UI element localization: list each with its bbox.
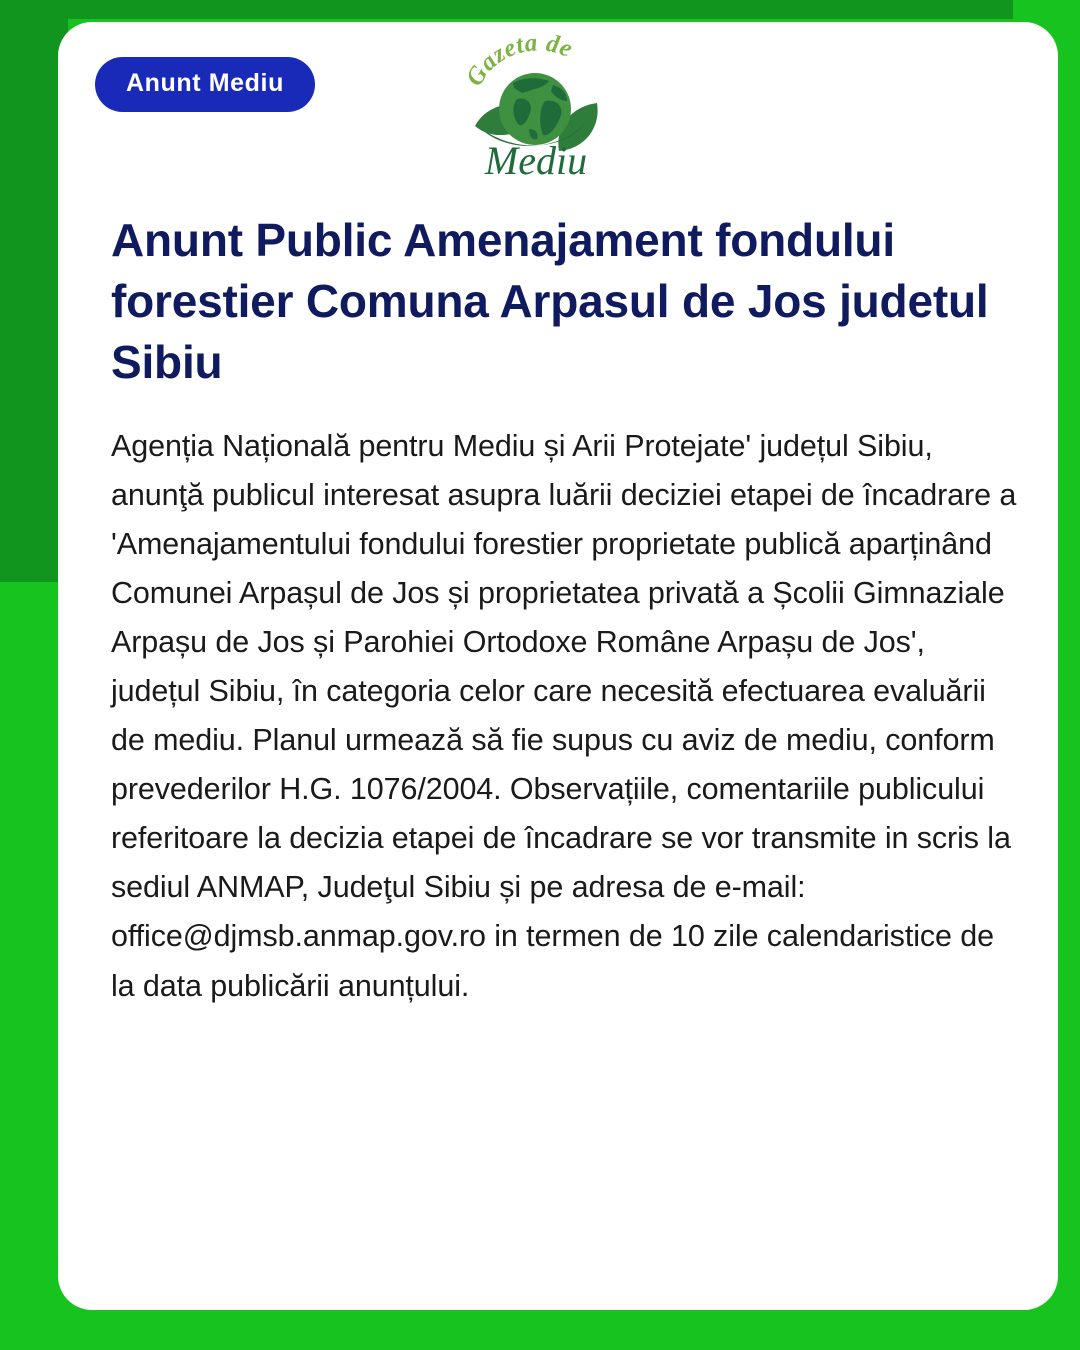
svg-text:Mediu: Mediu (484, 138, 588, 179)
announcement-body: Agenția Națională pentru Mediu și Arii Protejate' județul Sibiu, anunţă publicul interesat asupra luării deciziei etapei de încadrare a 'Amenajamentului fondului forestier proprietate publică aparținând Comunei Arpașul de Jos și proprietatea privată a Școlii Gimnaziale Arpașu de Jos și Parohiei Ortodoxe Române Arpașu de Jos', județul Sibiu, în categoria celor care necesită efectuarea evaluării de mediu. Planul urmează să fie supus cu aviz de mediu, conform prevederilor H.G. 1076/2004. Observațiile, comentariile publicului referitoare la decizia etapei de încadrare se vor transmite in scris la sediul ANMAP, Judeţul Sibiu și pe adresa de e-mail: office@djmsb.anmap.gov.ro in termen de 10 zile calendaristice de la data publicării anunțului. (111, 428, 1017, 1003)
category-badge[interactable]: Anunt Mediu (95, 57, 315, 112)
page-title: Anunt Public Amenajament fondului forestier Comuna Arpasul de Jos judetul Sibiu (111, 214, 989, 389)
gazeta-de-mediu-logo (461, 31, 611, 179)
card-header (58, 22, 1058, 180)
background-accent-top (0, 0, 1013, 19)
announcement-card (58, 22, 1058, 1310)
svg-text:Gazeta de: Gazeta de (461, 31, 577, 91)
